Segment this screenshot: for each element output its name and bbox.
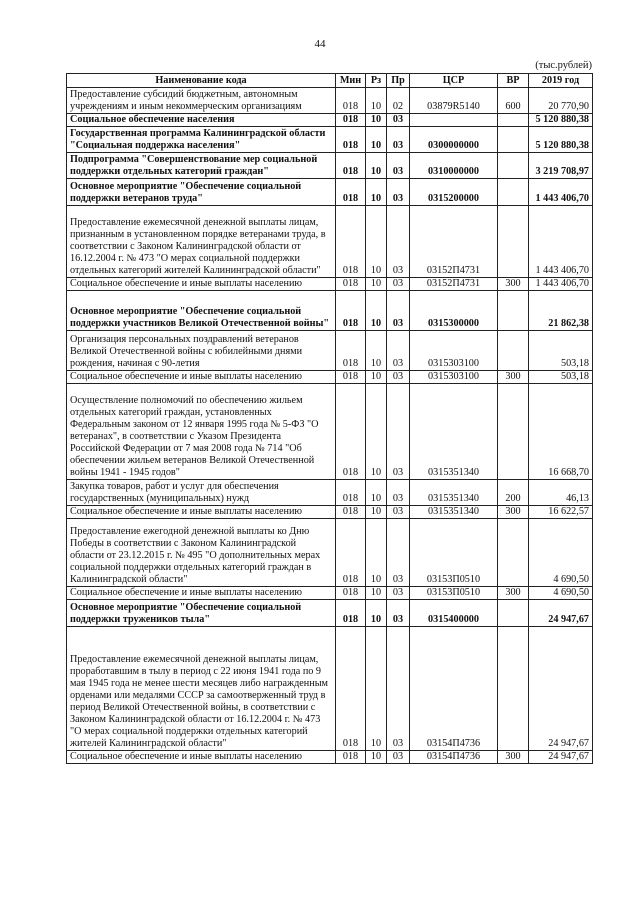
cell-name: Предоставление ежемесячной денежной выплаты лицам, проработавшим в тылу в период с 22 июня 1941 года по 9 мая 1945 года не менее шести месяцев либо награжденным орденами или медалями СССР за самоотверженный труд в период Великой Отечественной войны, в соответствии с Законом Калининградской области от 16.12.2004 г. № 473 "О мерах социальной поддержки отдельных категорий жителей Калининградской области" xyxy=(67,627,336,751)
cell-pr: 03 xyxy=(387,600,410,627)
cell-min: 018 xyxy=(336,587,366,600)
cell-min: 018 xyxy=(336,179,366,206)
cell-rz: 10 xyxy=(366,127,387,153)
cell-pr: 03 xyxy=(387,587,410,600)
cell-pr: 03 xyxy=(387,278,410,291)
cell-vr xyxy=(498,519,529,587)
table-row xyxy=(67,114,593,127)
cell-pr: 03 xyxy=(387,331,410,371)
cell-csr: 0315400000 xyxy=(410,600,498,627)
cell-name: Социальное обеспечение и иные выплаты населению xyxy=(67,506,336,519)
cell-amount: 20 770,90 xyxy=(529,88,593,114)
cell-vr xyxy=(498,179,529,206)
cell-amount: 21 862,38 xyxy=(529,291,593,331)
cell-vr xyxy=(498,153,529,179)
cell-name: Предоставление ежемесячной денежной выплаты лицам, признанным в установленном порядке ветеранами труда, в соответствии с Законом Калининградской области от 16.12.2004 г. № 473 "О мерах социальной поддержки отдельных категорий жителей Калининградской области" xyxy=(67,206,336,278)
cell-csr: 0300000000 xyxy=(410,127,498,153)
cell-name: Основное мероприятие "Обеспечение социальной поддержки тружеников тыла" xyxy=(67,600,336,627)
cell-min: 018 xyxy=(336,627,366,751)
cell-min: 018 xyxy=(336,114,366,127)
cell-rz: 10 xyxy=(366,278,387,291)
cell-name: Социальное обеспечение населения xyxy=(67,114,336,127)
cell-amount: 46,13 xyxy=(529,480,593,506)
cell-rz: 10 xyxy=(366,88,387,114)
cell-rz: 10 xyxy=(366,331,387,371)
table-row xyxy=(67,627,593,751)
cell-min: 018 xyxy=(336,519,366,587)
table-row xyxy=(67,480,593,506)
table-row xyxy=(67,291,593,331)
cell-vr xyxy=(498,291,529,331)
col-header-name: Наименование кода xyxy=(67,74,336,88)
cell-name: Закупка товаров, работ и услуг для обеспечения государственных (муниципальных) нужд xyxy=(67,480,336,506)
cell-name: Социальное обеспечение и иные выплаты населению xyxy=(67,278,336,291)
cell-csr: 03879R5140 xyxy=(410,88,498,114)
cell-vr: 300 xyxy=(498,506,529,519)
cell-csr: 0310000000 xyxy=(410,153,498,179)
cell-vr: 600 xyxy=(498,88,529,114)
cell-min: 018 xyxy=(336,506,366,519)
table-row xyxy=(67,331,593,371)
cell-csr: 03154П4736 xyxy=(410,627,498,751)
cell-csr: 0315303100 xyxy=(410,371,498,384)
cell-amount: 24 947,67 xyxy=(529,751,593,764)
cell-vr xyxy=(498,127,529,153)
cell-rz: 10 xyxy=(366,291,387,331)
units-label: (тыс.рублей) xyxy=(535,60,592,71)
cell-vr xyxy=(498,114,529,127)
cell-csr: 03153П0510 xyxy=(410,519,498,587)
cell-name: Социальное обеспечение и иные выплаты населению xyxy=(67,371,336,384)
cell-csr xyxy=(410,114,498,127)
cell-name: Социальное обеспечение и иные выплаты населению xyxy=(67,751,336,764)
cell-vr: 300 xyxy=(498,587,529,600)
col-header-vr: ВР xyxy=(498,74,529,88)
cell-pr: 03 xyxy=(387,506,410,519)
cell-amount: 24 947,67 xyxy=(529,627,593,751)
cell-rz: 10 xyxy=(366,114,387,127)
cell-rz: 10 xyxy=(366,206,387,278)
col-header-min: Мин xyxy=(336,74,366,88)
cell-name: Предоставление субсидий бюджетным, автономным учреждениям и иным некоммерческим организациям xyxy=(67,88,336,114)
cell-vr: 200 xyxy=(498,480,529,506)
cell-amount: 16 668,70 xyxy=(529,384,593,480)
table-row xyxy=(67,384,593,480)
cell-min: 018 xyxy=(336,127,366,153)
cell-amount: 1 443 406,70 xyxy=(529,206,593,278)
cell-csr: 03152П4731 xyxy=(410,206,498,278)
cell-csr: 03154П4736 xyxy=(410,751,498,764)
cell-pr: 03 xyxy=(387,627,410,751)
cell-min: 018 xyxy=(336,278,366,291)
col-header-csr: ЦСР xyxy=(410,74,498,88)
table-body xyxy=(67,88,593,764)
cell-amount: 5 120 880,38 xyxy=(529,114,593,127)
cell-csr: 0315351340 xyxy=(410,384,498,480)
cell-name: Организация персональных поздравлений ветеранов Великой Отечественной войны с юбилейными днями рождения, начиная с 90-летия xyxy=(67,331,336,371)
cell-amount: 5 120 880,38 xyxy=(529,127,593,153)
cell-vr xyxy=(498,384,529,480)
cell-pr: 03 xyxy=(387,480,410,506)
cell-vr: 300 xyxy=(498,751,529,764)
cell-rz: 10 xyxy=(366,480,387,506)
cell-vr: 300 xyxy=(498,278,529,291)
cell-csr: 03152П4731 xyxy=(410,278,498,291)
table-row xyxy=(67,88,593,114)
table-row xyxy=(67,153,593,179)
table-row xyxy=(67,519,593,587)
cell-pr: 03 xyxy=(387,371,410,384)
cell-min: 018 xyxy=(336,206,366,278)
table-row xyxy=(67,127,593,153)
cell-name: Подпрограмма "Совершенствование мер социальной поддержки отдельных категорий граждан" xyxy=(67,153,336,179)
cell-min: 018 xyxy=(336,291,366,331)
page-number: 44 xyxy=(314,38,326,50)
cell-amount: 4 690,50 xyxy=(529,519,593,587)
cell-csr: 0315200000 xyxy=(410,179,498,206)
cell-csr: 03153П0510 xyxy=(410,587,498,600)
cell-pr: 03 xyxy=(387,384,410,480)
table-row xyxy=(67,206,593,278)
cell-min: 018 xyxy=(336,480,366,506)
cell-pr: 03 xyxy=(387,291,410,331)
cell-amount: 503,18 xyxy=(529,371,593,384)
cell-name: Социальное обеспечение и иные выплаты населению xyxy=(67,587,336,600)
col-header-pr: Пр xyxy=(387,74,410,88)
cell-min: 018 xyxy=(336,600,366,627)
cell-rz: 10 xyxy=(366,519,387,587)
cell-name: Основное мероприятие "Обеспечение социальной поддержки ветеранов труда" xyxy=(67,179,336,206)
cell-pr: 03 xyxy=(387,153,410,179)
cell-vr xyxy=(498,600,529,627)
cell-name: Государственная программа Калининградской области "Социальная поддержка населения" xyxy=(67,127,336,153)
cell-min: 018 xyxy=(336,384,366,480)
cell-rz: 10 xyxy=(366,751,387,764)
cell-pr: 03 xyxy=(387,519,410,587)
cell-rz: 10 xyxy=(366,627,387,751)
cell-amount: 24 947,67 xyxy=(529,600,593,627)
cell-amount: 16 622,57 xyxy=(529,506,593,519)
cell-rz: 10 xyxy=(366,371,387,384)
cell-pr: 03 xyxy=(387,206,410,278)
cell-rz: 10 xyxy=(366,506,387,519)
cell-name: Осуществление полномочий по обеспечению жильем отдельных категорий граждан, установленных Федеральным законом от 12 января 1995 года № 5-ФЗ "О ветеранах", в соответствии с Указом Президента Российской Федерации от 7 мая 2008 года № 714 "Об обеспечении жильем ветеранов Великой Отечественной войны 1941 - 1945 годов" xyxy=(67,384,336,480)
cell-rz: 10 xyxy=(366,600,387,627)
cell-amount: 503,18 xyxy=(529,331,593,371)
cell-amount: 1 443 406,70 xyxy=(529,179,593,206)
cell-csr: 0315351340 xyxy=(410,480,498,506)
cell-pr: 03 xyxy=(387,179,410,206)
cell-pr: 03 xyxy=(387,114,410,127)
cell-min: 018 xyxy=(336,331,366,371)
cell-rz: 10 xyxy=(366,179,387,206)
cell-min: 018 xyxy=(336,751,366,764)
cell-amount: 4 690,50 xyxy=(529,587,593,600)
table-row xyxy=(67,751,593,764)
budget-table xyxy=(66,73,593,764)
cell-min: 018 xyxy=(336,371,366,384)
col-header-rz: Рз xyxy=(366,74,387,88)
table-row xyxy=(67,600,593,627)
cell-name: Основное мероприятие "Обеспечение социальной поддержки участников Великой Отечественной войны" xyxy=(67,291,336,331)
header-row xyxy=(67,74,593,88)
cell-csr: 0315351340 xyxy=(410,506,498,519)
cell-name: Предоставление ежегодной денежной выплаты ко Дню Победы в соответствии с Законом Калининградской области от 23.12.2015 г. № 495 "О дополнительных мерах социальной поддержки отдельных категорий граждан в Калининградской области" xyxy=(67,519,336,587)
cell-amount: 3 219 708,97 xyxy=(529,153,593,179)
cell-pr: 03 xyxy=(387,751,410,764)
table-row xyxy=(67,587,593,600)
cell-vr: 300 xyxy=(498,371,529,384)
table-row xyxy=(67,371,593,384)
col-header-year: 2019 год xyxy=(529,74,593,88)
cell-rz: 10 xyxy=(366,153,387,179)
cell-csr: 0315300000 xyxy=(410,291,498,331)
cell-rz: 10 xyxy=(366,384,387,480)
cell-csr: 0315303100 xyxy=(410,331,498,371)
cell-pr: 03 xyxy=(387,127,410,153)
cell-vr xyxy=(498,627,529,751)
cell-amount: 1 443 406,70 xyxy=(529,278,593,291)
cell-vr xyxy=(498,331,529,371)
cell-pr: 02 xyxy=(387,88,410,114)
cell-vr xyxy=(498,206,529,278)
cell-rz: 10 xyxy=(366,587,387,600)
table-row xyxy=(67,179,593,206)
cell-min: 018 xyxy=(336,153,366,179)
table-row xyxy=(67,278,593,291)
cell-min: 018 xyxy=(336,88,366,114)
table-row xyxy=(67,506,593,519)
